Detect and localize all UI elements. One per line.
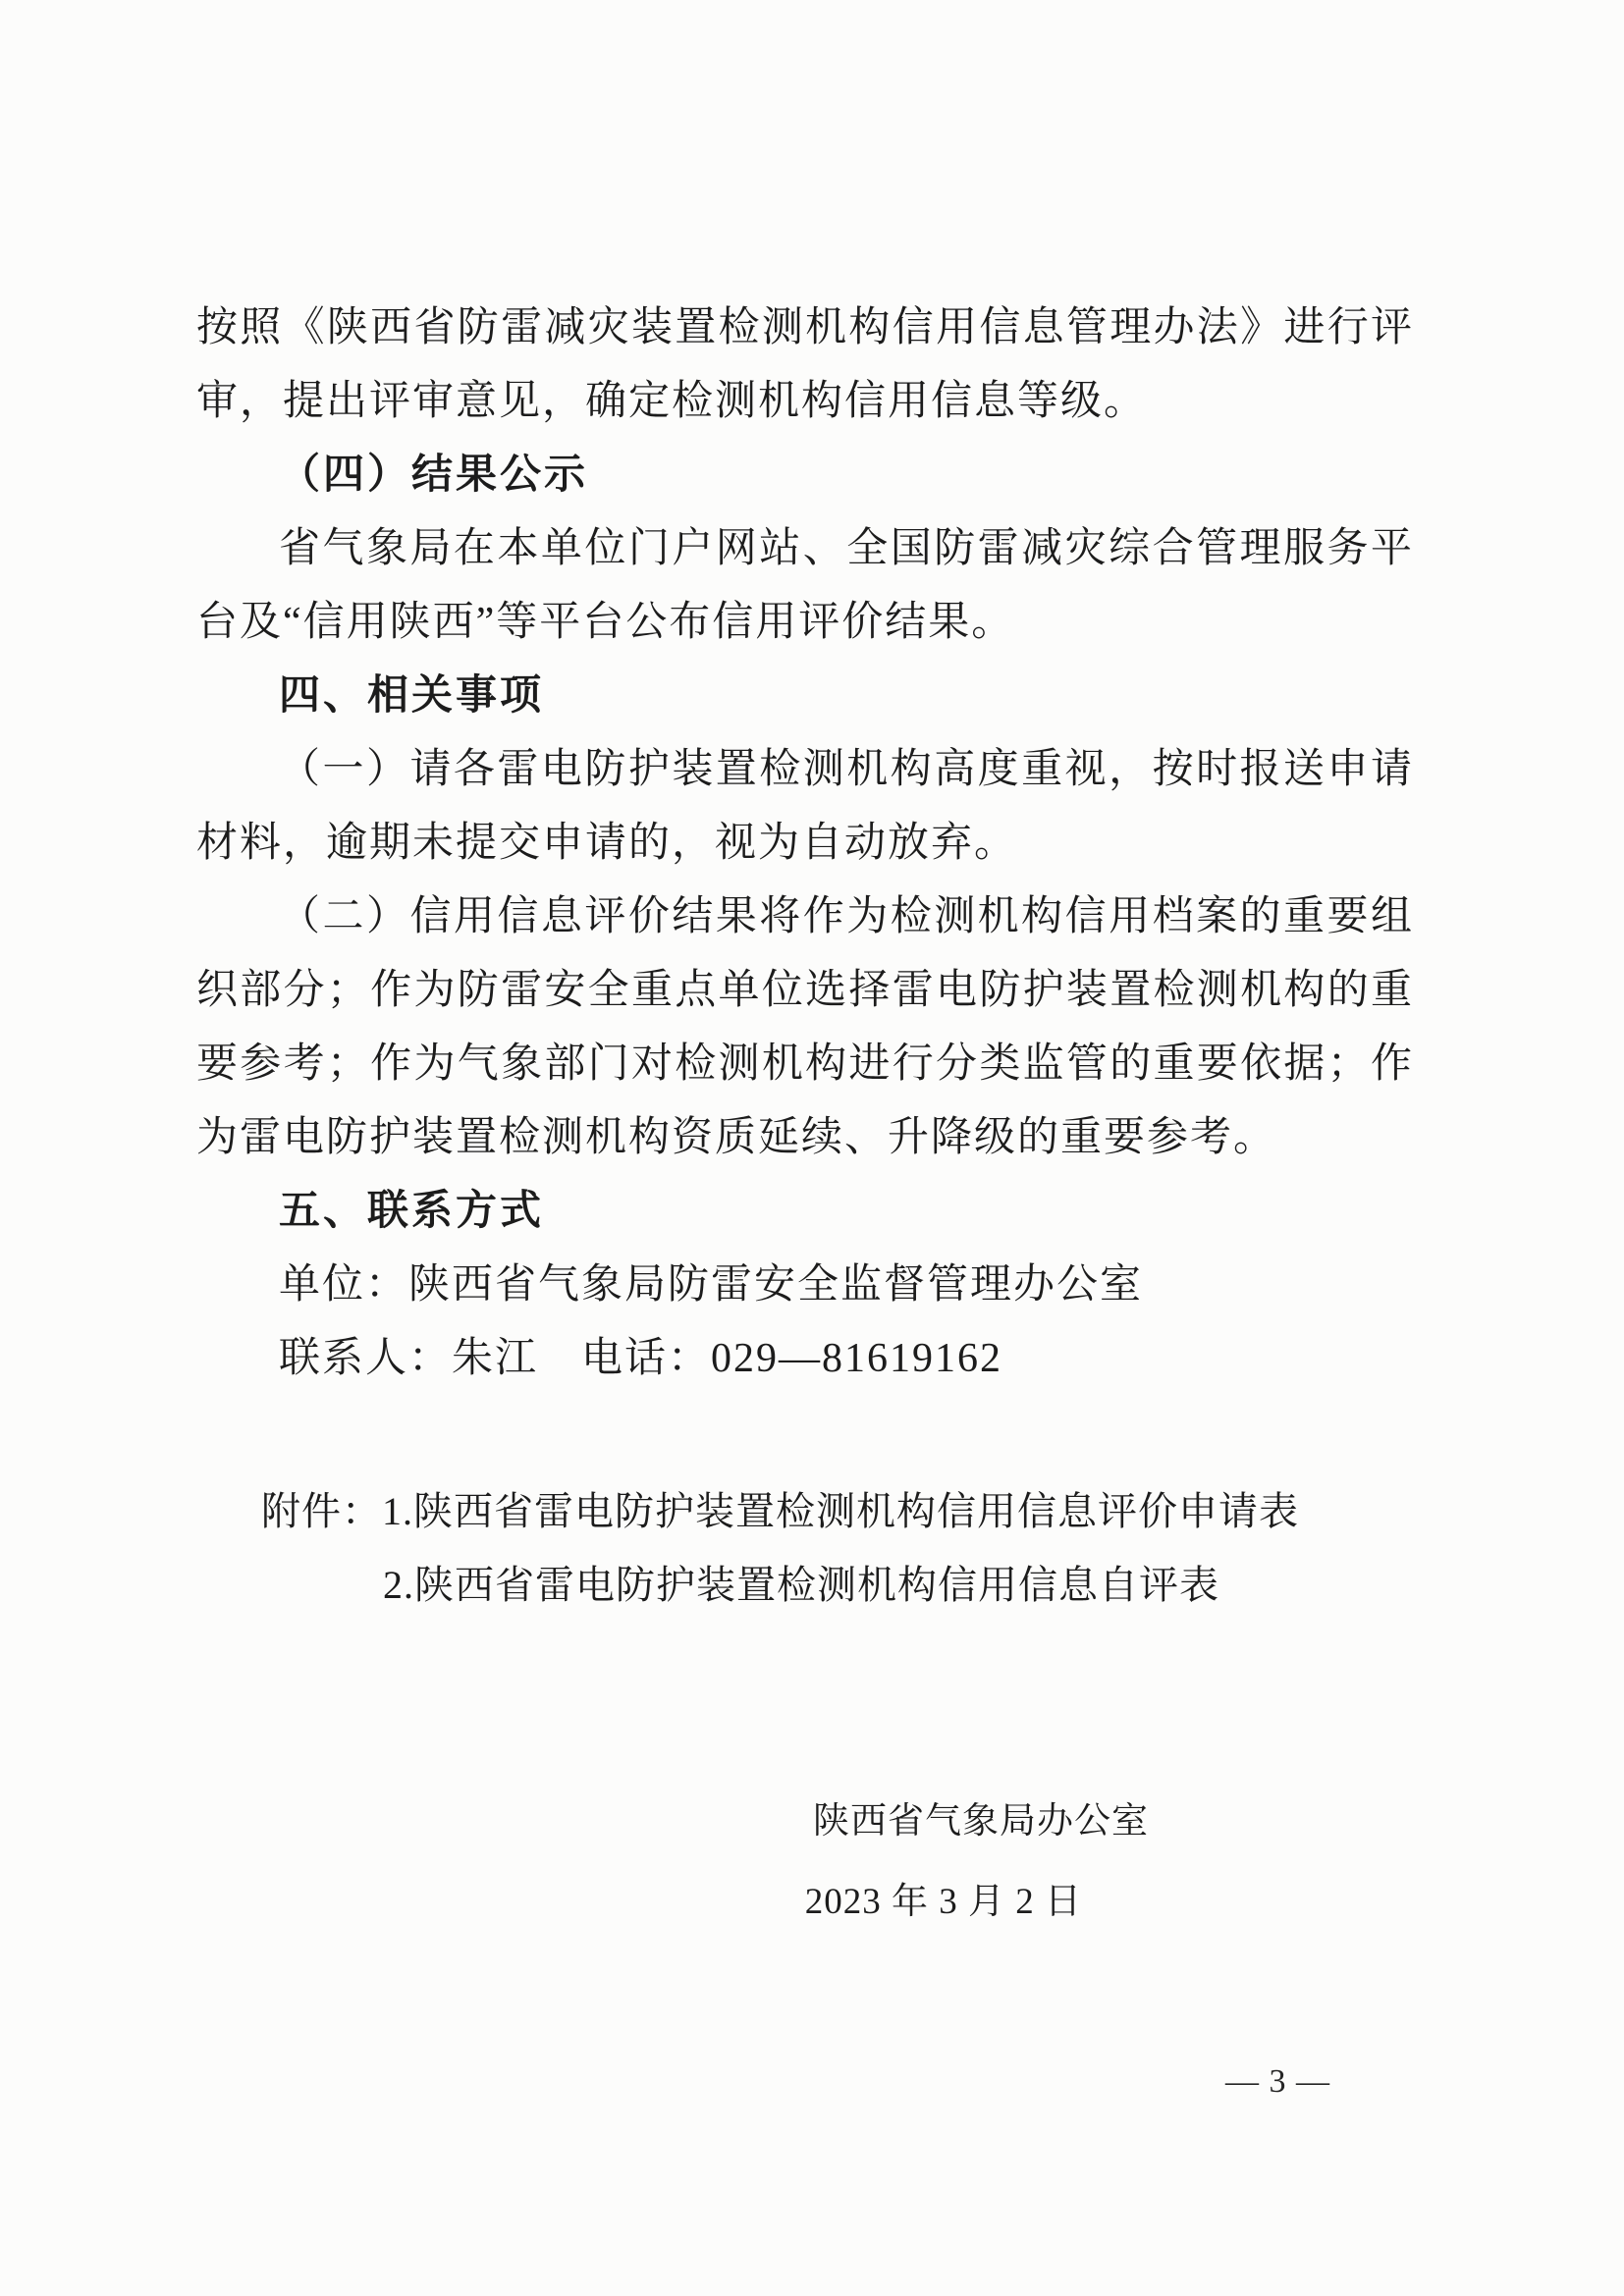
- attachments-block: [196, 1474, 1414, 1622]
- document-body: [196, 292, 1414, 1396]
- attachment-line-1: 附件：1.陕西省雷电防护装置检测机构信用信息评价申请表: [261, 1489, 1299, 1533]
- signature-date: 2023 年 3 月 2 日: [804, 1882, 1082, 1922]
- signature-issuer: 陕西省气象局办公室: [813, 1801, 1149, 1842]
- heading-result-publicity: （四）结果公示: [279, 453, 589, 498]
- body-line: 按照《陕西省防雷减灾装置检测机构信用信息管理办法》进行评: [196, 305, 1414, 350]
- body-line: 审，提出评审意见，确定检测机构信用信息等级。: [196, 379, 1148, 424]
- page-number: — 3 —: [1225, 2063, 1330, 2100]
- heading-related-matters: 四、相关事项: [279, 673, 545, 719]
- heading-contact-info: 五、联系方式: [279, 1189, 545, 1234]
- body-line: 台及“信用陕西”等平台公布信用评价结果。: [196, 600, 1015, 645]
- body-line: 织部分；作为防雷安全重点单位选择雷电防护装置检测机构的重: [196, 968, 1414, 1013]
- body-line: 材料，逾期未提交申请的，视为自动放弃。: [196, 821, 1018, 866]
- contact-unit-line: 单位：陕西省气象局防雷安全监督管理办公室: [279, 1262, 1144, 1308]
- contact-person-line: 联系人：朱江 电话：029—81619162: [279, 1336, 1003, 1381]
- signature-block: [196, 1782, 1414, 1943]
- body-line: 省气象局在本单位门户网站、全国防雷减灾综合管理服务平: [279, 526, 1414, 571]
- body-line: （一）请各雷电防护装置检测机构高度重视，按时报送申请: [279, 747, 1414, 792]
- body-line: 为雷电防护装置检测机构资质延续、升降级的重要参考。: [196, 1115, 1277, 1160]
- attachment-line-2: 2.陕西省雷电防护装置检测机构信用信息自评表: [383, 1563, 1219, 1607]
- body-line: （二）信用信息评价结果将作为检测机构信用档案的重要组: [279, 894, 1414, 939]
- body-line: 要参考；作为气象部门对检测机构进行分类监管的重要依据；作: [196, 1041, 1414, 1087]
